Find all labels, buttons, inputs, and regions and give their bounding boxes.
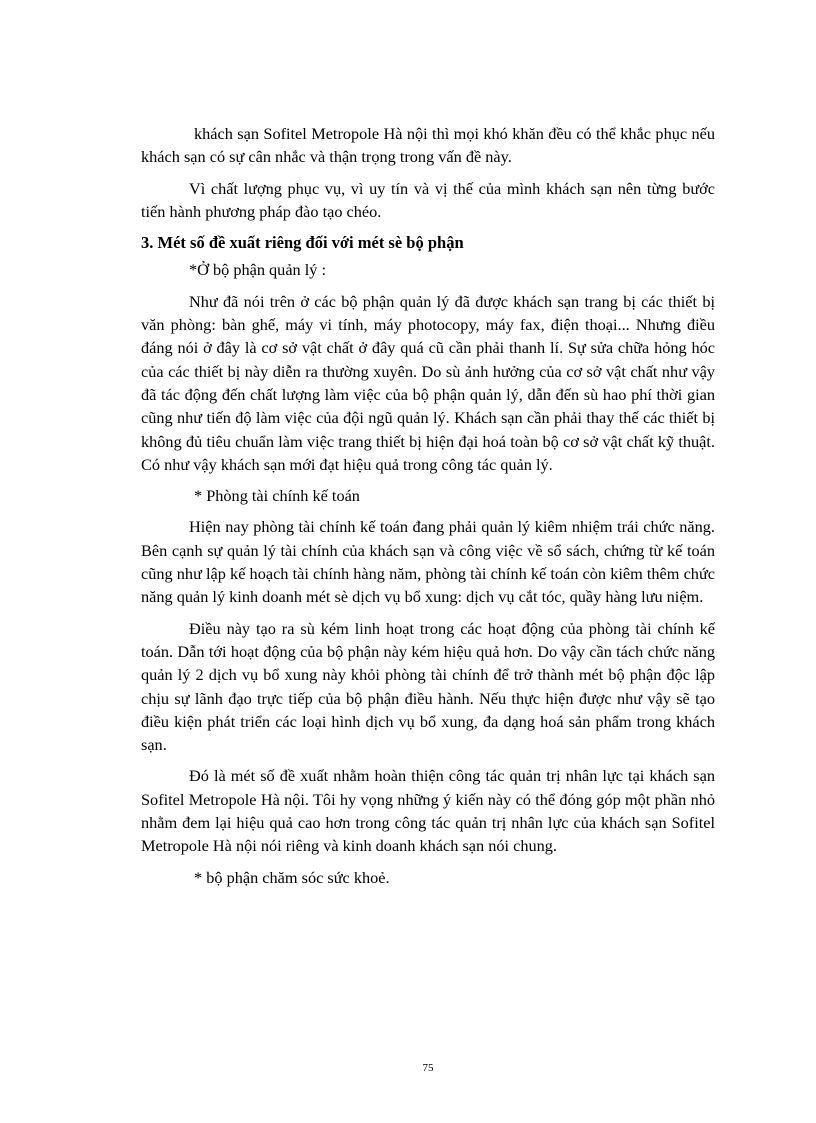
subheading-management: *Ở bộ phận quản lý : [189, 260, 327, 280]
paragraph-4: Hiện nay phòng tài chính kế toán đang phải quản lý kiêm nhiệm trái chức năng. Bên cạnh sự quản lý tài chính của khách sạn và công việc về sổ sách, chứng từ kế toán cũng như lập kế hoạch tài chính hàng năm, phòng tài chính kế toán còn kiêm thêm chức năng quản lý kinh doanh mét sè dịch vụ bổ xung: dịch vụ cắt tóc, quầy hàng lưu niệm. [141, 517, 715, 607]
paragraph-3: Như đã nói trên ở các bộ phận quản lý đã được khách sạn trang bị các thiết bị văn phòng: bàn ghế, máy vi tính, máy photocopy, máy fax, điện thoại... Nhưng điều đáng nói ở đây là cơ sở vật chất ở đây quá cũ cần phải thanh lí. Sự sửa chữa hỏng hóc của các thiết bị này diễn ra thường xuyên. Do sù ảnh hưởng của cơ sở vật chất như vậy đã tác động đến chất lượng làm việc của bộ phận quản lý, dẫn đến sù hao phí thời gian cũng như tiến độ làm việc của đội ngũ quản lý. Khách sạn cần phải thay thế các thiết bị không đủ tiêu chuẩn làm việc trang thiết bị hiện đại hoá toàn bộ cơ sở vật chất kỹ thuật. Có như vậy khách sạn mới đạt hiệu quả trong công tác quản lý. [141, 291, 715, 474]
paragraph-2: Vì chất lượng phục vụ, vì uy tín và vị thế của mình khách sạn nên từng bước tiến hành phương pháp đào tạo chéo. [141, 178, 715, 221]
page-number: 75 [422, 1062, 434, 1074]
paragraph-1: khách sạn Sofitel Metropole Hà nội thì mọi khó khăn đều có thể khắc phục nếu khách sạn có sự cân nhắc và thận trọng trong vấn đề này. [141, 124, 715, 167]
subheading-health-care: * bộ phận chăm sóc sức khoẻ. [194, 867, 390, 887]
section-heading: 3. Mét số đề xuất riêng đối với mét sè bộ phận [141, 233, 464, 253]
subheading-finance: * Phòng tài chính kế toán [194, 486, 360, 506]
paragraph-5: Điều này tạo ra sù kém linh hoạt trong các hoạt động của phòng tài chính kế toán. Dẫn tới hoạt động của bộ phận này kém hiệu quả hơn. Do vậy cần tách chức năng quản lý 2 dịch vụ bổ xung này khỏi phòng tài chính để trở thành mét bộ phận độc lập chịu sự lãnh đạo trực tiếp của bộ phận điều hành. Nếu thực hiện được như vậy sẽ tạo điều kiện phát triển các loại hình dịch vụ bổ xung, đa dạng hoá sản phẩm trong khách sạn. [141, 618, 715, 755]
page-body [141, 122, 715, 897]
paragraph-6: Đó là mét số đề xuất nhằm hoàn thiện công tác quản trị nhân lực tại khách sạn Sofitel Metropole Hà nội. Tôi hy vọng những ý kiến này có thể đóng góp một phần nhỏ nhằm đem lại hiệu quả cao hơn trong công tác quản trị nhân lực của khách sạn Sofitel Metropole Hà nội nói riêng và kinh doanh khách sạn nói chung. [141, 766, 715, 856]
